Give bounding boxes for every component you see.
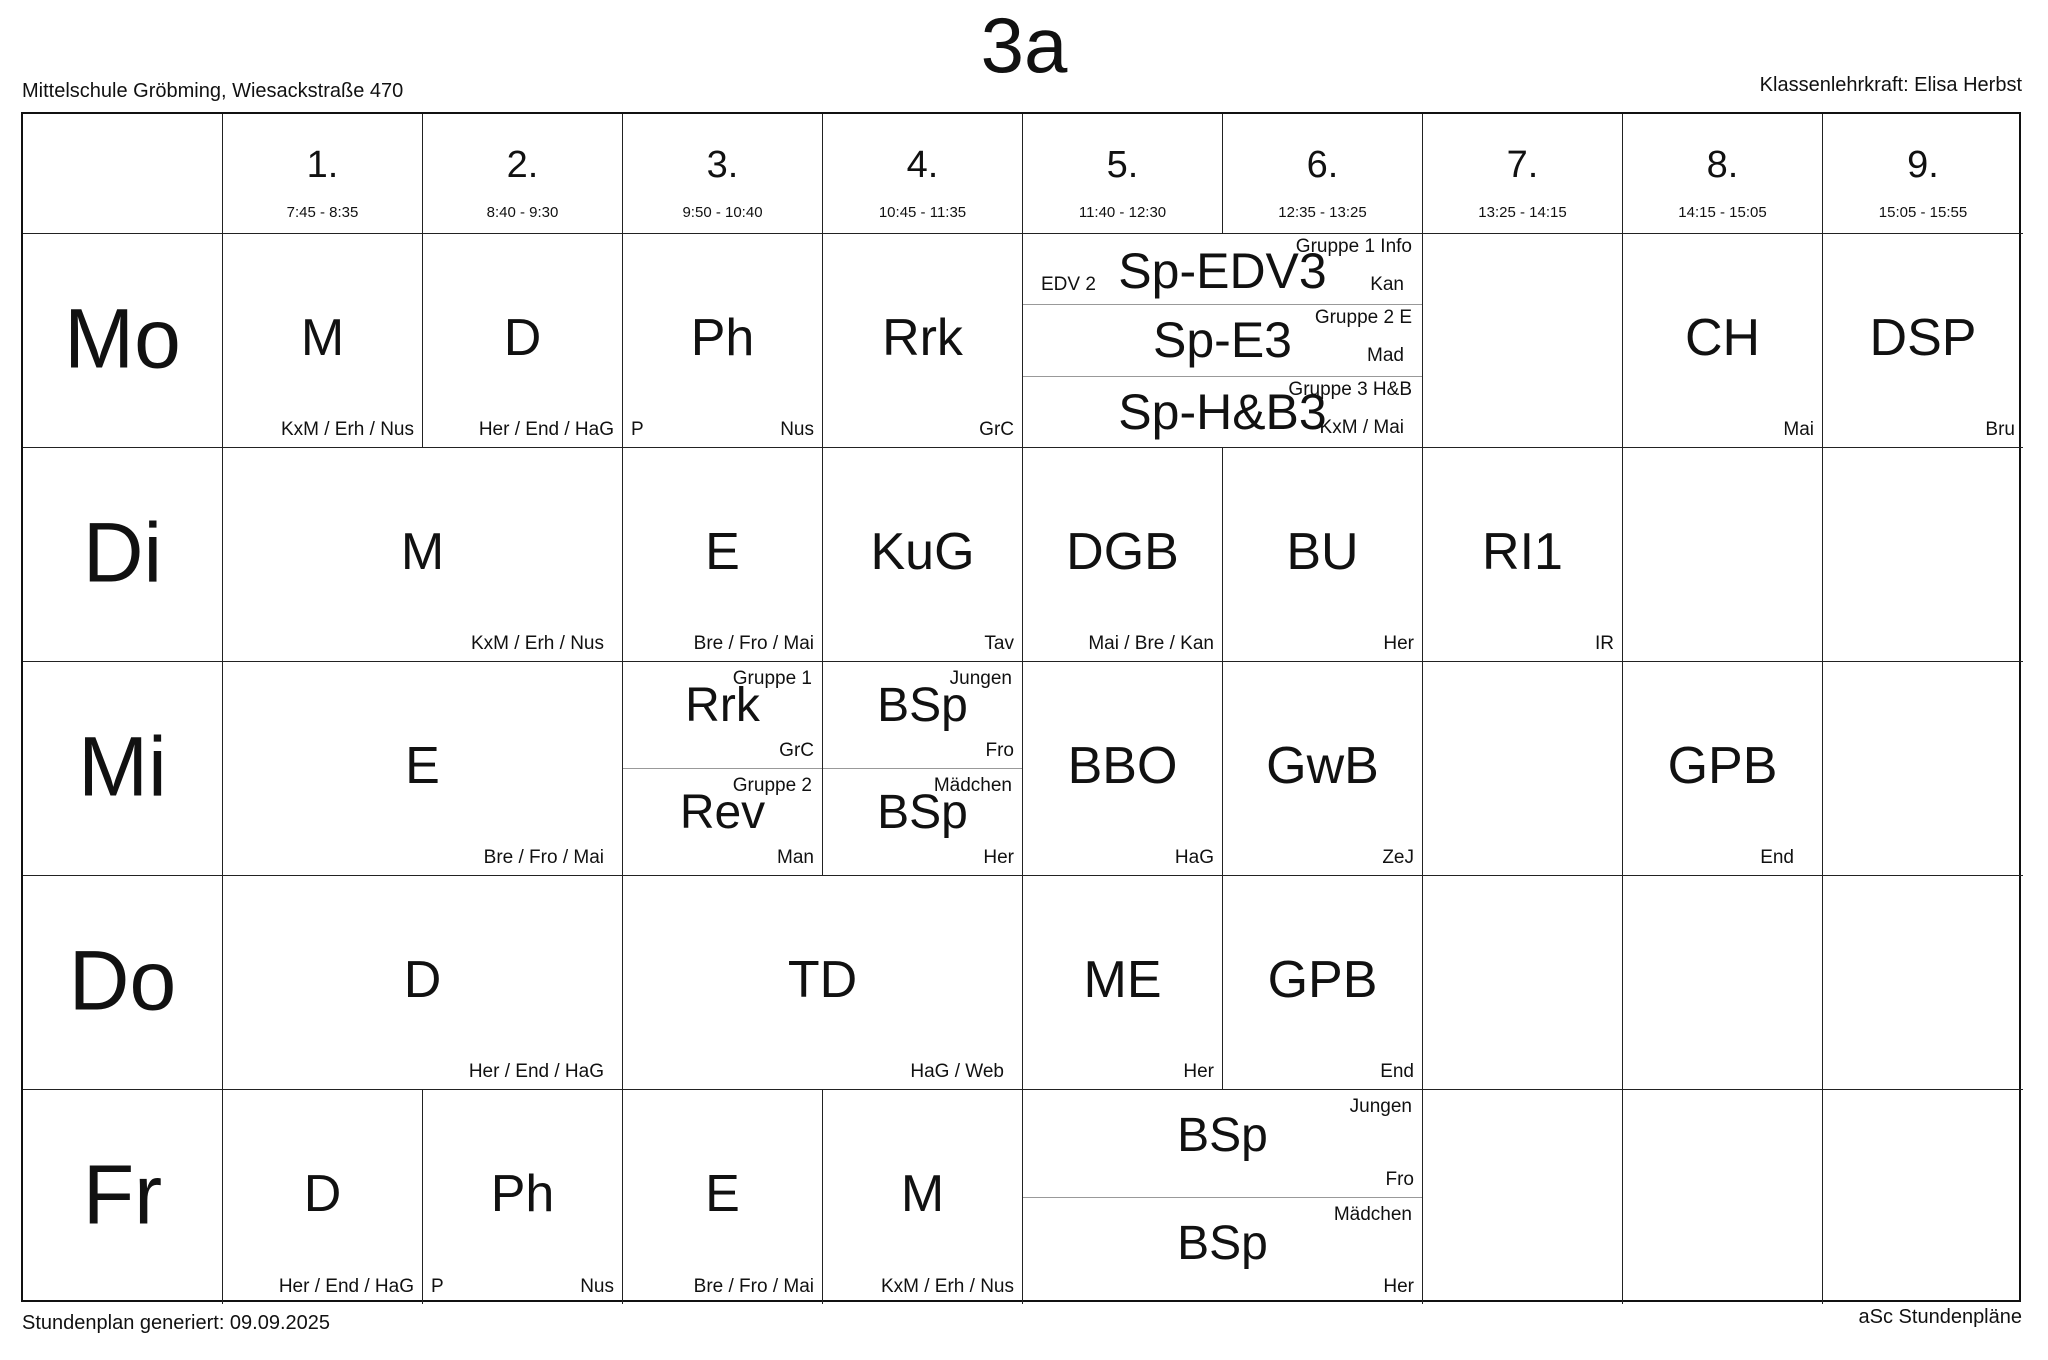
teacher: Her / End / HaG (468, 1061, 604, 1082)
lesson-group[interactable] (823, 768, 1022, 875)
teacher: Her / End / HaG (478, 419, 614, 440)
lesson-group[interactable] (623, 662, 822, 768)
teacher: Bru (1985, 419, 2015, 440)
teacher: End (1380, 1061, 1414, 1082)
subject: M (900, 1165, 945, 1223)
group-label: Jungen (949, 668, 1012, 689)
group-label: Gruppe 1 (732, 668, 812, 689)
lesson-cell[interactable] (1023, 876, 1223, 1090)
group-label: Mädchen (933, 775, 1012, 796)
teacher: GrC (779, 740, 814, 761)
corner-cell (23, 114, 223, 234)
lesson-cell[interactable] (223, 876, 623, 1090)
lesson-cell[interactable] (1023, 448, 1223, 662)
empty-cell (1623, 876, 1823, 1090)
lesson-cell[interactable] (1223, 876, 1423, 1090)
period-time: 8:40 - 9:30 (486, 204, 559, 221)
subject: BBO (1067, 736, 1178, 795)
teacher: Her (983, 847, 1014, 868)
room: EDV 2 (1041, 274, 1096, 295)
room: P (431, 1276, 444, 1297)
teacher: Tav (984, 633, 1014, 654)
period-header (823, 114, 1023, 234)
period-number: 7. (1506, 144, 1539, 186)
subject: BSp (877, 679, 968, 732)
subject: DGB (1066, 522, 1179, 581)
subject: D (403, 950, 442, 1009)
day-label-mo (23, 234, 223, 448)
period-header (1823, 114, 2023, 234)
lesson-cell[interactable] (1223, 662, 1423, 876)
teacher: Kan (1370, 274, 1404, 295)
subject: Sp-H&B3 (1118, 383, 1327, 440)
software-credit: aSc Stundenpläne (1858, 1306, 2022, 1328)
lesson-cell-split[interactable] (823, 662, 1023, 876)
day-name: Fr (82, 1147, 163, 1242)
teacher: IR (1595, 633, 1614, 654)
teacher: KxM / Erh / Nus (880, 1276, 1014, 1297)
lesson-cell-split[interactable] (623, 662, 823, 876)
lesson-group[interactable] (1023, 1197, 1422, 1305)
lesson-cell[interactable] (823, 234, 1023, 448)
room: P (631, 419, 644, 440)
teacher: HaG / Web (910, 1061, 1004, 1082)
day-label-di (23, 448, 223, 662)
subject: GPB (1267, 950, 1378, 1009)
lesson-cell[interactable] (1623, 662, 1823, 876)
lesson-cell[interactable] (823, 1090, 1023, 1304)
teacher: Man (777, 847, 814, 868)
subject: DSP (1869, 308, 1977, 367)
lesson-cell[interactable] (423, 234, 623, 448)
subject: TD (787, 950, 858, 1009)
period-number: 4. (906, 144, 939, 186)
lesson-cell[interactable] (1023, 662, 1223, 876)
period-time: 13:25 - 14:15 (1478, 204, 1567, 221)
subject: GwB (1266, 736, 1379, 795)
generated-date: Stundenplan generiert: 09.09.2025 (22, 1312, 331, 1334)
empty-cell (1823, 876, 2023, 1090)
lesson-cell[interactable] (1223, 448, 1423, 662)
group-label: Gruppe 2 E (1314, 307, 1412, 329)
period-number: 9. (1907, 144, 1939, 186)
subject: E (705, 1165, 740, 1223)
lesson-cell[interactable] (623, 234, 823, 448)
period-number: 8. (1706, 144, 1739, 186)
school-name: Mittelschule Gröbming, Wiesackstraße 470 (22, 80, 404, 102)
teacher: Fro (1385, 1168, 1414, 1190)
empty-cell (1423, 234, 1623, 448)
period-time: 15:05 - 15:55 (1878, 204, 1968, 221)
timetable-grid (21, 112, 2021, 1302)
empty-cell (1823, 662, 2023, 876)
teacher: Bre / Fro / Mai (693, 633, 814, 654)
lesson-cell[interactable] (1823, 234, 2023, 448)
teacher: Her (1183, 1061, 1214, 1082)
subject: BU (1286, 522, 1359, 581)
lesson-group[interactable] (1023, 1090, 1422, 1197)
lesson-group[interactable] (1023, 376, 1422, 447)
lesson-cell-split[interactable] (1023, 234, 1423, 448)
teacher: Her (1383, 1276, 1414, 1297)
subject: GPB (1667, 736, 1778, 795)
period-time: 10:45 - 11:35 (878, 204, 967, 221)
subject: Rrk (882, 308, 963, 367)
day-label-fr (23, 1090, 223, 1304)
subject: Rrk (685, 679, 760, 732)
teacher: Her (1383, 633, 1414, 654)
subject: ME (1083, 950, 1162, 1009)
period-number: 1. (306, 144, 339, 186)
period-time: 11:40 - 12:30 (1078, 204, 1167, 221)
teacher: Nus (580, 1276, 614, 1297)
lesson-cell[interactable] (623, 1090, 823, 1304)
day-name: Mi (78, 719, 167, 814)
lesson-cell[interactable] (223, 234, 423, 448)
lesson-cell[interactable] (623, 448, 823, 662)
lesson-cell[interactable] (423, 1090, 623, 1304)
period-time: 9:50 - 10:40 (682, 204, 763, 221)
period-number: 6. (1306, 144, 1339, 186)
teacher: Nus (780, 419, 814, 440)
empty-cell (1623, 448, 1823, 662)
subject: M (300, 308, 345, 367)
subject: CH (1684, 308, 1761, 367)
teacher: Bre / Fro / Mai (693, 1276, 814, 1297)
period-header (1023, 114, 1223, 234)
lesson-cell[interactable] (223, 1090, 423, 1304)
teacher: Bre / Fro / Mai (483, 847, 604, 868)
subject: E (405, 736, 440, 795)
period-number: 5. (1106, 144, 1139, 186)
lesson-cell-split[interactable] (1023, 1090, 1423, 1304)
empty-cell (1623, 1090, 1823, 1304)
lesson-group[interactable] (623, 768, 822, 875)
subject: BSp (877, 786, 968, 839)
teacher: KxM / Erh / Nus (470, 633, 604, 654)
group-label: Gruppe 3 H&B (1288, 378, 1412, 400)
teacher: KxM / Mai (1319, 416, 1404, 438)
subject: BSp (1177, 1109, 1268, 1162)
day-name: Di (82, 505, 163, 600)
empty-cell (1823, 448, 2023, 662)
period-number: 2. (506, 144, 539, 186)
group-label: Mädchen (1333, 1203, 1412, 1225)
day-name: Mo (64, 291, 181, 386)
subject: D (503, 308, 542, 367)
teacher: Fro (985, 740, 1014, 761)
subject: Ph (690, 308, 755, 367)
lesson-cell[interactable] (623, 876, 1023, 1090)
teacher: End (1760, 847, 1794, 868)
subject: D (303, 1165, 342, 1223)
empty-cell (1423, 876, 1623, 1090)
day-name: Do (68, 933, 177, 1028)
teacher: Mad (1367, 345, 1404, 367)
period-header (1623, 114, 1823, 234)
period-header (1223, 114, 1423, 234)
class-teacher: Klassenlehrkraft: Elisa Herbst (1759, 74, 2022, 96)
period-time: 14:15 - 15:05 (1678, 204, 1767, 221)
lesson-group[interactable] (1023, 234, 1422, 304)
lesson-cell[interactable] (223, 662, 623, 876)
period-time: 12:35 - 13:25 (1278, 204, 1367, 221)
teacher: Mai / Bre / Kan (1088, 633, 1214, 654)
period-header (623, 114, 823, 234)
group-label: Gruppe 1 Info (1295, 236, 1412, 257)
subject: M (400, 522, 445, 581)
teacher: Mai (1783, 419, 1814, 440)
subject: Sp-E3 (1153, 312, 1292, 369)
empty-cell (1423, 662, 1623, 876)
period-header (223, 114, 423, 234)
empty-cell (1823, 1090, 2023, 1304)
period-time: 7:45 - 8:35 (286, 204, 359, 221)
group-label: Gruppe 2 (732, 775, 812, 796)
day-label-mi (23, 662, 223, 876)
lesson-cell[interactable] (1423, 448, 1623, 662)
day-label-do (23, 876, 223, 1090)
lesson-cell[interactable] (823, 448, 1023, 662)
teacher: GrC (979, 419, 1014, 440)
teacher: ZeJ (1382, 847, 1414, 868)
teacher: HaG (1174, 847, 1214, 868)
subject: E (705, 522, 740, 581)
subject: BSp (1177, 1216, 1268, 1270)
lesson-cell[interactable] (223, 448, 623, 662)
class-title: 3a (980, 1, 1068, 89)
teacher: KxM / Erh / Nus (280, 419, 414, 440)
period-number: 3. (706, 144, 739, 186)
lesson-cell[interactable] (1623, 234, 1823, 448)
group-label: Jungen (1349, 1096, 1412, 1117)
subject: RI1 (1482, 522, 1563, 581)
period-header (423, 114, 623, 234)
subject: Rev (679, 786, 766, 839)
empty-cell (1423, 1090, 1623, 1304)
period-header (1423, 114, 1623, 234)
subject: Sp-EDV3 (1118, 243, 1327, 299)
lesson-group[interactable] (823, 662, 1022, 768)
subject: KuG (870, 522, 975, 581)
teacher: Her / End / HaG (278, 1276, 414, 1297)
lesson-group[interactable] (1023, 304, 1422, 375)
subject: Ph (490, 1165, 555, 1223)
